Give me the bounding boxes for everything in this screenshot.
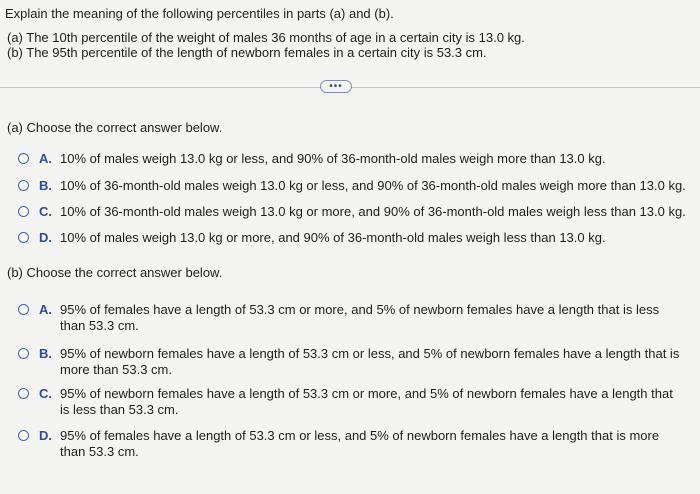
option-a-A[interactable] xyxy=(18,151,606,167)
radio-button-icon[interactable] xyxy=(18,304,29,315)
question-prompt: Explain the meaning of the following percentiles in parts (a) and (b). xyxy=(5,6,394,21)
radio-button-icon[interactable] xyxy=(18,206,29,217)
option-a-D[interactable] xyxy=(18,230,606,246)
option-letter: D. xyxy=(39,230,52,245)
option-letter: D. xyxy=(39,428,52,443)
section-b-title: (b) Choose the correct answer below. xyxy=(7,265,223,280)
option-text: 10% of 36-month-old males weigh 13.0 kg or less, and 90% of 36-month-old males weigh more than 13.0 kg. xyxy=(60,178,686,193)
option-letter: B. xyxy=(39,178,52,193)
option-a-B[interactable] xyxy=(18,178,686,194)
option-text: 95% of females have a length of 53.3 cm or less, and 5% of newborn females have a length that is more than 53.3 cm. xyxy=(60,428,660,459)
option-a-C[interactable] xyxy=(18,204,686,220)
section-a-title: (a) Choose the correct answer below. xyxy=(7,120,223,135)
radio-button-icon[interactable] xyxy=(18,153,29,164)
part-b-statement: (b) The 95th percentile of the length of newborn females in a certain city is 53.3 cm. xyxy=(7,45,487,60)
option-letter: B. xyxy=(39,346,52,361)
part-a-statement: (a) The 10th percentile of the weight of males 36 months of age in a certain city is 13.0 kg. xyxy=(7,30,525,45)
option-letter: C. xyxy=(39,204,52,219)
option-b-B[interactable] xyxy=(18,346,680,378)
option-letter: A. xyxy=(39,151,52,166)
question-parts xyxy=(7,30,525,60)
radio-button-icon[interactable] xyxy=(18,348,29,359)
option-b-D[interactable] xyxy=(18,428,680,460)
option-b-A[interactable] xyxy=(18,302,680,334)
expand-more-button[interactable]: ••• xyxy=(320,80,352,93)
radio-button-icon[interactable] xyxy=(18,388,29,399)
option-text: 10% of 36-month-old males weigh 13.0 kg or more, and 90% of 36-month-old males weigh less than 13.0 kg. xyxy=(60,204,686,219)
option-text: 10% of males weigh 13.0 kg or less, and 90% of 36-month-old males weigh more than 13.0 kg. xyxy=(60,151,606,166)
radio-button-icon[interactable] xyxy=(18,180,29,191)
radio-button-icon[interactable] xyxy=(18,430,29,441)
option-b-C[interactable] xyxy=(18,386,680,418)
option-text: 95% of newborn females have a length of 53.3 cm or less, and 5% of newborn females have a length that is more than 53.3 cm. xyxy=(60,346,680,377)
option-text: 95% of females have a length of 53.3 cm or more, and 5% of newborn females have a length that is less than 53.3 cm. xyxy=(60,302,660,333)
option-text: 10% of males weigh 13.0 kg or more, and 90% of 36-month-old males weigh less than 13.0 kg. xyxy=(60,230,606,245)
option-letter: C. xyxy=(39,386,52,401)
radio-button-icon[interactable] xyxy=(18,232,29,243)
option-text: 95% of newborn females have a length of 53.3 cm or more, and 5% of newborn females have a length that is less than 53.3 cm. xyxy=(60,386,673,417)
option-letter: A. xyxy=(39,302,52,317)
